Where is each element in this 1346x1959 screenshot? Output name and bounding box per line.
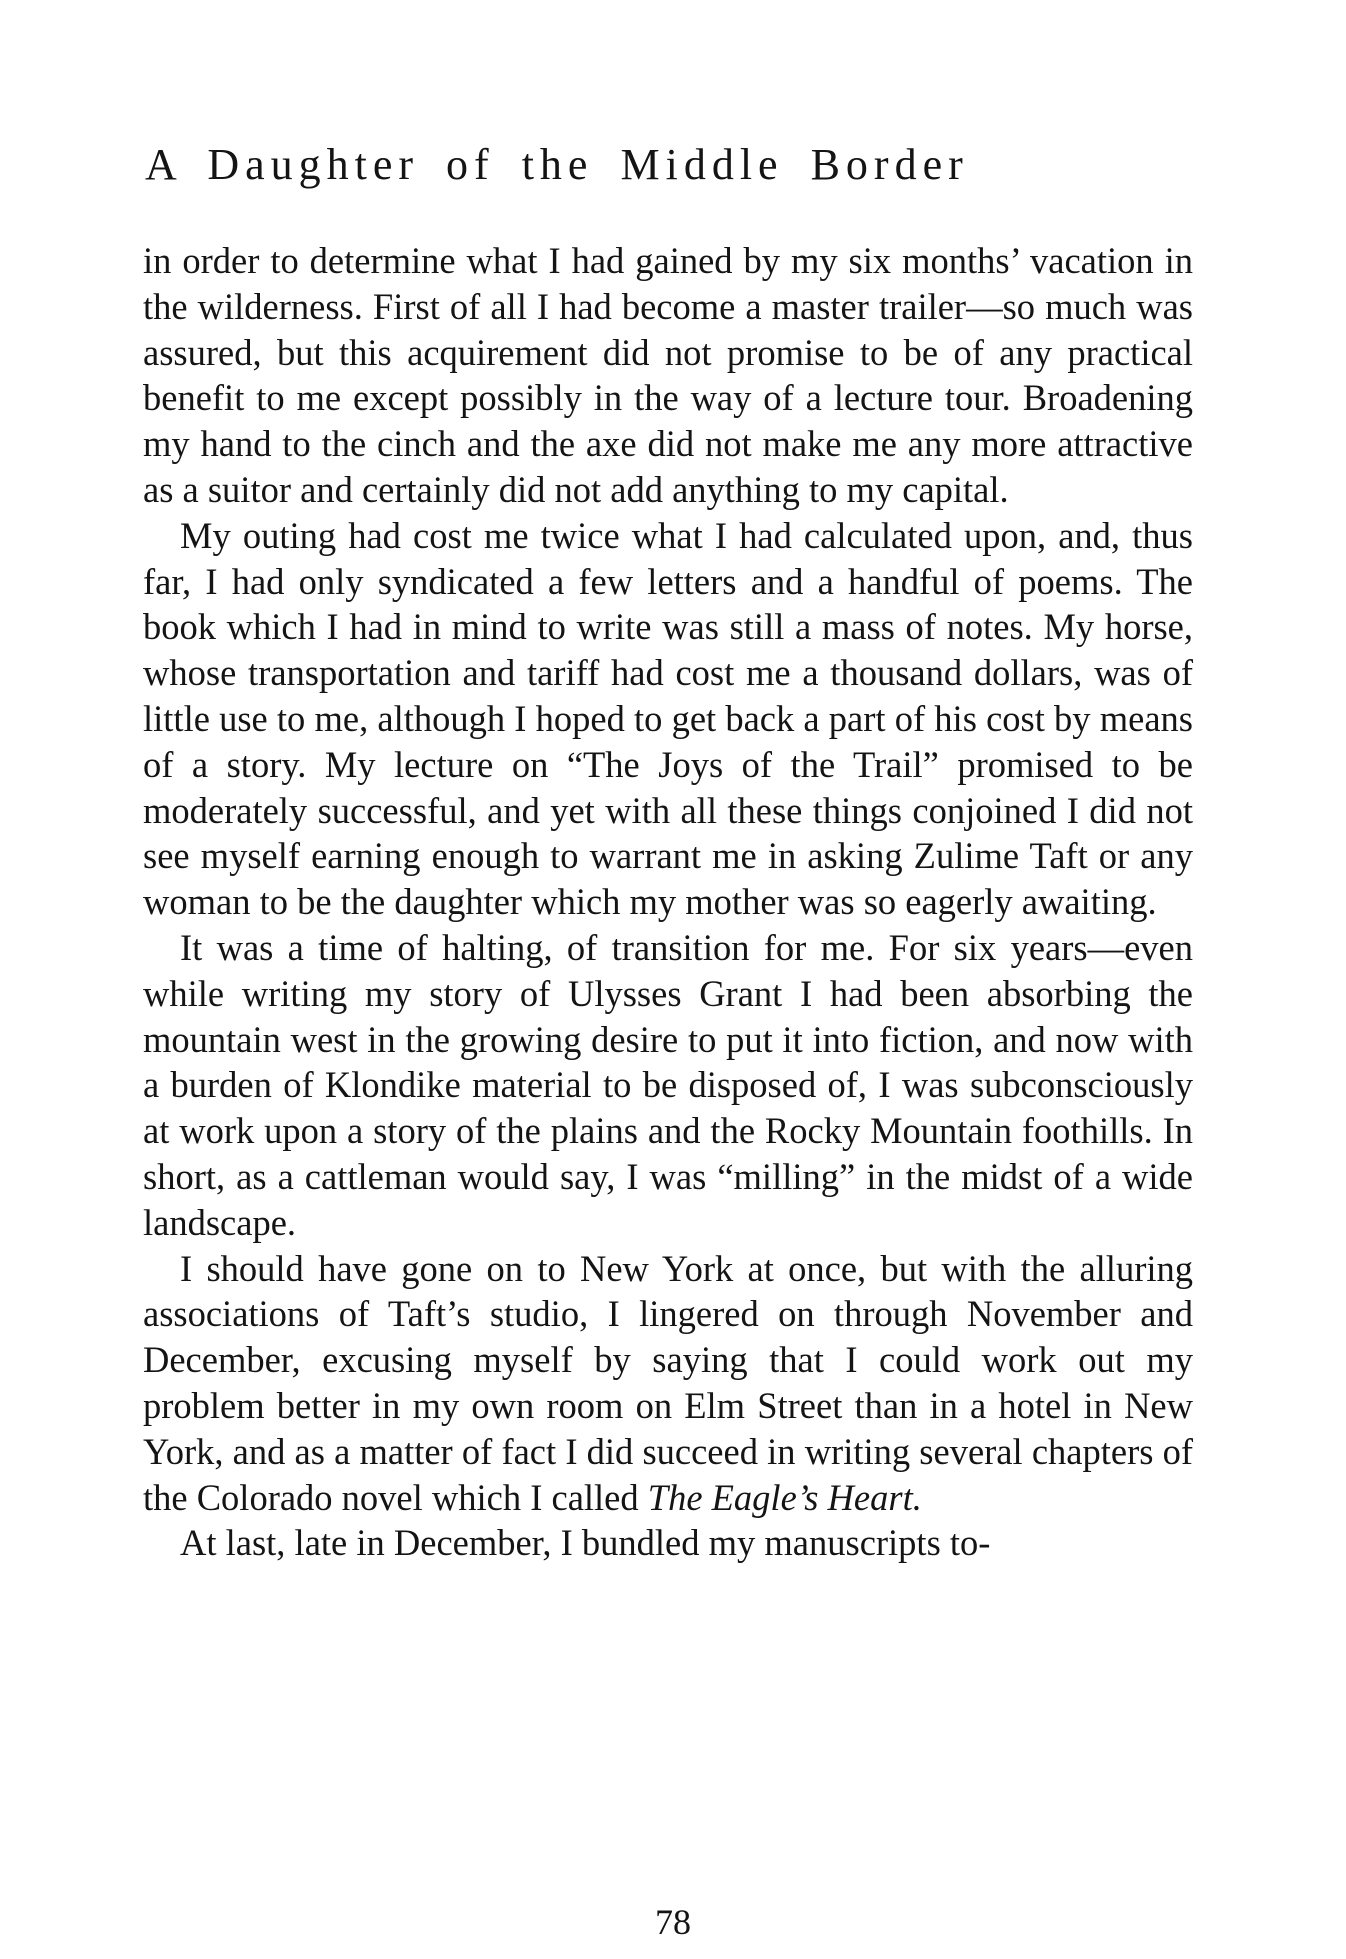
paragraph-5: At last, late in December, I bundled my manuscripts to-: [180, 1522, 991, 1564]
body-text: [143, 238, 1193, 1566]
paragraph-1: in order to determine what I had gained by my six months’ vacation in the wilderness. First of all I had become a master trailer—so much was assured, but this acquirement did not promise to be of any practical benefit to me except possibly in the way of a lecture tour. Broadening my hand to the cinch and the axe did not make me any more attractive as a suitor and certainly did not add anything to my capital.: [143, 240, 1193, 510]
paragraph-2: My outing had cost me twice what I had calculated upon, and, thus far, I had only syndicated a few letters and a handful of poems. The book which I had in mind to write was still a mass of notes. My horse, whose transportation and tariff had cost me a thousand dollars, was of little use to me, although I hoped to get back a part of his cost by means of a story. My lecture on “The Joys of the Trail” promised to be moderately successful, and yet with all these things conjoined I did not see myself earning enough to warrant me in asking Zulime Taft or any woman to be the daughter which my mother was so eagerly awaiting.: [143, 514, 1193, 923]
paragraph-4: [143, 1246, 1193, 1521]
paragraph-3: It was a time of halting, of transition for me. For six years—even while writing my story of Ulysses Grant I had been absorbing the mountain west in the growing desire to put it into fiction, and now with a burden of Klondike material to be disposed of, I was subconsciously at work upon a story of the plains and the Rocky Mountain foothills. In short, as a cattleman would say, I was “milling” in the midst of a wide landscape.: [143, 926, 1193, 1243]
page-number: 78: [655, 1902, 691, 1942]
running-head: A Daughter of the Middle Border: [145, 140, 969, 189]
book-title: The Eagle’s Heart.: [647, 1476, 922, 1518]
paragraph-4-text: I should have gone on to New York at once, but with the alluring associations of Taft’s studio, I lingered on through November and December, excusing myself by saying that I could work out my problem better in my own room on Elm Street than in a hotel in New York, and as a matter of fact I did succeed in writing several chapters of the Colorado novel which I called: [143, 1247, 1193, 1518]
